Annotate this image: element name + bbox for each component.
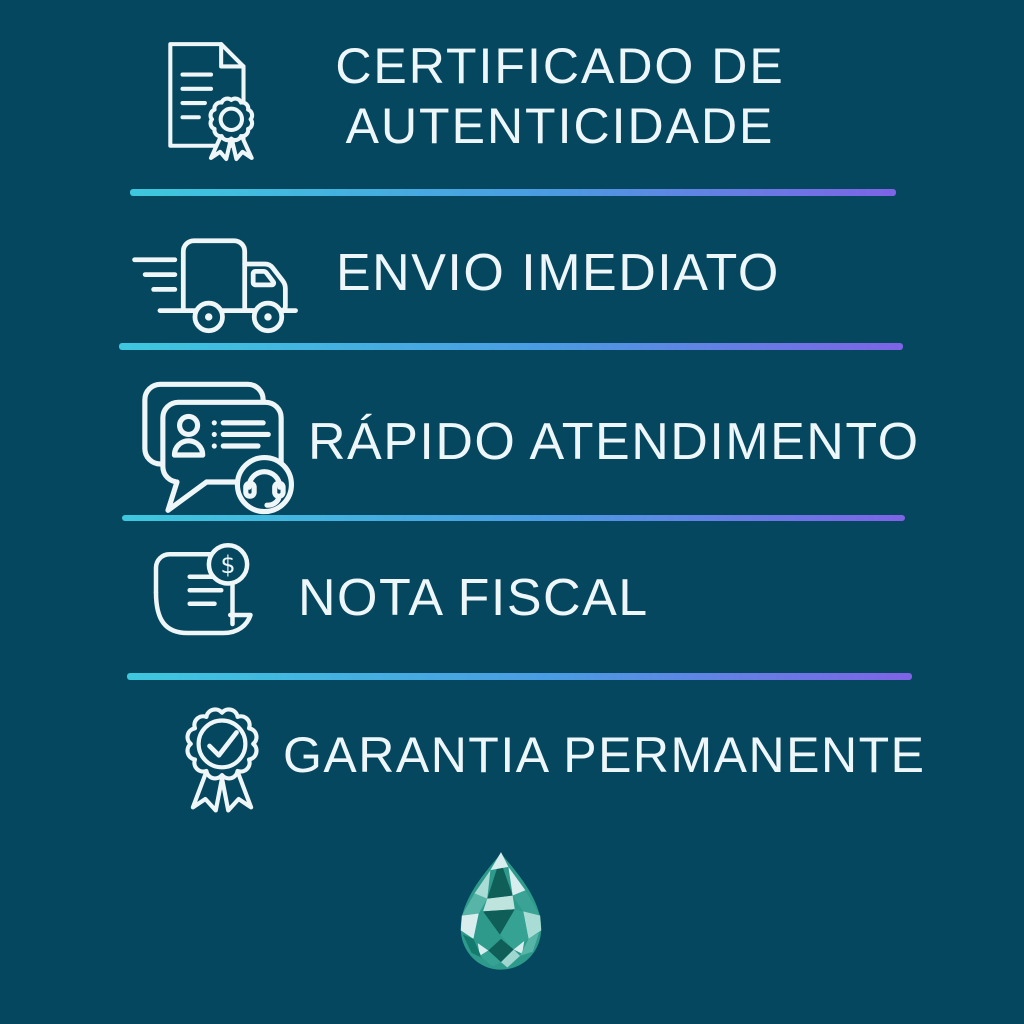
chat-support-headset-icon <box>132 374 312 518</box>
gradient-divider <box>130 189 896 196</box>
feature-label: GARANTIA PERMANENTE <box>283 727 926 783</box>
gradient-divider <box>122 515 905 521</box>
certificate-seal-icon <box>156 38 268 162</box>
feature-label: NOTA FISCAL <box>298 569 649 627</box>
feature-label: RÁPIDO ATENDIMENTO <box>308 413 920 471</box>
feature-title <box>265 36 855 156</box>
gradient-divider <box>119 343 903 350</box>
delivery-truck-icon <box>124 228 304 336</box>
feature-title-line2: AUTENTICIDADE <box>345 98 775 154</box>
svg-text:$: $ <box>220 550 236 579</box>
award-ribbon-check-icon <box>170 700 274 819</box>
invoice-scroll-dollar-icon <box>138 534 264 660</box>
feature-label: ENVIO IMEDIATO <box>336 244 780 302</box>
feature-title-line1: CERTIFICADO DE <box>335 38 785 94</box>
gradient-divider <box>127 673 912 680</box>
faceted-gem-logo <box>448 850 554 977</box>
